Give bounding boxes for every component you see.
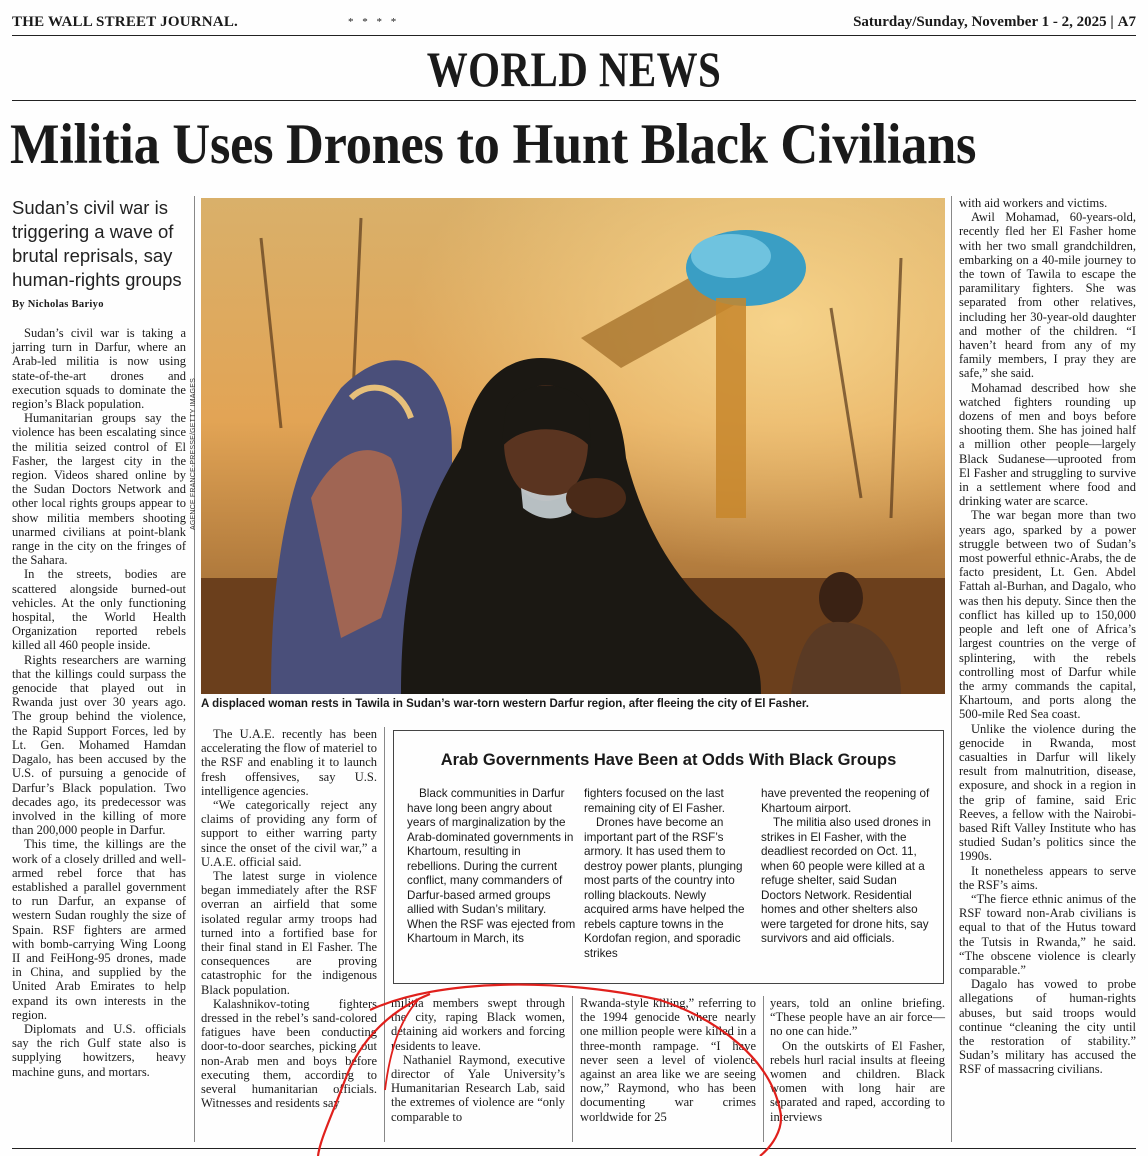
paragraph: Nathaniel Raymond, executive director of Yale University’s Humanitarian Research Lab, said the extremes of violence are “only comparable to: [391, 1052, 565, 1124]
article-photo: [201, 198, 945, 694]
paragraph: Rights researchers are warning that the killings could surpass the genocide that played out in Rwanda just over 30 years ago. The group behind the violence, the Rapid Support Forces, led by Lt. Gen. Mohamed Hamdan Dagalo, has been accused by the U.S. of pursuing a genocide of Darfur’s Black population. Two decades ago, its predecessor was involved in the killing of more than 200,000 people in Darfur.: [12, 652, 186, 838]
paragraph: Drones have become an important part of the RSF’s armory. It has used them to destroy power plants, plunging most parts of the country into rolling blackouts. Newly acquired arms have helped the rebels capture towns in the Kordofan region, and sporadic strikes: [584, 816, 745, 960]
article-headline: Militia Uses Drones to Hunt Black Civilians: [10, 113, 977, 176]
article-column-5: [770, 996, 945, 1124]
column-divider: [951, 196, 952, 1142]
paragraph: On the outskirts of El Fasher, rebels hurl racial insults at fleeing women and children. Black women with long hair are separated and raped, according to interviews: [770, 1038, 945, 1124]
column-divider: [763, 996, 764, 1142]
paragraph: “The fierce ethnic animus of the RSF toward non-Arab civilians is equal to that of the Hutus toward the Tutsis in Rwanda,” he said. “The obscene violence is clearly comparable.”: [959, 891, 1136, 977]
paragraph: Dagalo has vowed to probe allegations of human-rights abuses, but said troops would continue “cleaning the city until the restoration of stability.” Sudan’s military has accused the RSF of massacring civilians.: [959, 977, 1136, 1077]
paragraph: Kalashnikov-toting fighters dressed in the rebel’s sand-colored fatigues have been conducting door-to-door searches, picking out non-Arab men and boys before executing them, according to several humanitarian officials. Witnesses and residents say: [201, 996, 377, 1111]
paragraph: militia members swept through the city, raping Black women, detaining aid workers and forcing residents to leave.: [391, 996, 565, 1053]
article-dek: Sudan’s civil war is triggering a wave of brutal reprisals, say human-rights groups: [12, 197, 182, 290]
paragraph: This time, the killings are the work of a closely drilled and well-armed rebel force that has established a parallel government to run Darfur, an expanse of western Sudan roughly the size of Spain. RSF fighters are armed with bomb-carrying Wing Loong II and FeiHong-95 drones, made in China, and supplied by the United Arab Emirates to help expand its own interests in the region.: [12, 837, 186, 1022]
paragraph: The militia also used drones in strikes in El Fasher, with the deadliest recorded on Oct. 11, when 60 people were killed at a refuge shelter, said Sudan Doctors Network. Residential homes and other shelters also were targeted for drone hits, say survivors and aid officials.: [761, 816, 931, 945]
paragraph: “We categorically reject any claims of providing any form of support to either warring party since the onset of the civil war,” a U.A.E. official said.: [201, 798, 377, 869]
article-column-3: [391, 996, 565, 1124]
paragraph: fighters focused on the last remaining city of El Fasher.: [584, 787, 725, 815]
paragraph: Humanitarian groups say the violence has been escalating since the militia seized control of El Fasher, the largest city in the region. Videos shared online by the Sudan Doctors Network and other local rights groups appear to show militia members shooting unarmed civilians at point-blank range in the city on the fringes of the Sahara.: [12, 411, 186, 568]
sidebar-column-2: [584, 787, 754, 961]
column-divider: [572, 996, 573, 1142]
byline: By Nicholas Bariyo: [12, 299, 104, 310]
article-column-2: [201, 727, 377, 1110]
page-number-label: A7: [1117, 14, 1136, 30]
photo-caption: A displaced woman rests in Tawila in Sudan’s war-torn western Darfur region, after fleeing the city of El Fasher.: [201, 698, 809, 710]
sidebar-column-3: [761, 787, 931, 947]
paragraph: Mohamad described how she watched fighters rounding up dozens of men and boys before shooting them. She has joined half a million other people—largely Black Sudanese—uprooted from El Fasher and struggling to survive in a settlement where food and drinking water are scarce.: [959, 380, 1136, 509]
paragraph: Awil Mohamad, 60-years-old, recently fled her El Fasher home with her two small grandchildren, embarking on a 40-mile journey to the town of Tawila to escape the paramilitary fighters. She was separated from other relatives, including her 30-year-old daughter and mother of the children. “I haven’t heard from any of my family members, I pray they are safe,” she said.: [959, 210, 1136, 381]
paragraph: The U.A.E. recently has been accelerating the flow of materiel to the RSF and enabling it to launch fresh offensives, say U.S. intelligence agencies.: [201, 727, 377, 798]
paragraph: years, told an online briefing. “These people have an air force—no one can hide.”: [770, 996, 945, 1039]
paragraph: It nonetheless appears to serve the RSF’s aims.: [959, 863, 1136, 892]
page-bottom-rule: [12, 1148, 1136, 1149]
paragraph: The latest surge in violence began immediately after the RSF overran an airfield that some isolated regular army troops had turned into a fortified base for their final stand in El Fasher. The consequences are proving catastrophic for the indigenous Black population.: [201, 869, 377, 997]
edition-stars: * * * *: [348, 16, 400, 28]
displaced-woman-photo: [201, 198, 945, 694]
article-column-4: [580, 996, 756, 1124]
article-column-6: [959, 196, 1136, 1077]
paragraph: Black communities in Darfur have long been angry about years of marginalization by the Arab-dominated governments in Khartoum, resulting in rebellions. During the current conflict, many commanders of Darfur-based armed groups allied with Sudan’s military. When the RSF was ejected from Khartoum in March, its: [407, 787, 576, 945]
paragraph: Sudan’s civil war is taking a jarring turn in Darfur, where an Arab-led militia is now using state-of-the-art drones and execution squads to dominate the region’s Black population.: [12, 326, 186, 412]
paragraph: have prevented the reopening of Khartoum airport.: [761, 787, 930, 815]
newspaper-name: THE WALL STREET JOURNAL.: [12, 14, 238, 30]
sidebar-column-1: [407, 787, 577, 947]
column-divider: [384, 727, 385, 1142]
sidebar-title: Arab Governments Have Been at Odds With Black Groups: [440, 751, 897, 769]
photo-credit: AGENCE FRANCE-PRESSE/GETTY IMAGES: [190, 378, 197, 530]
paragraph: with aid workers and victims.: [959, 196, 1108, 210]
section-divider: [12, 100, 1136, 101]
section-title: WORLD NEWS: [426, 41, 722, 97]
masthead: [12, 12, 1136, 36]
article-column-1: [12, 326, 186, 1079]
sidebar-box: [393, 730, 944, 984]
column-divider: [194, 196, 195, 1142]
paragraph: Unlike the violence during the genocide in Rwanda, most casualties in Darfur will likely result from malnutrition, disease, exposure, and shock in a region in the grip of famine, said Eric Reeves, a fellow with the Nairobi-based Rift Valley Institute who has studied Sudan’s politics since the 1990s.: [959, 721, 1136, 864]
paragraph: Rwanda-style killing,” referring to the 1994 genocide where nearly one million people were killed in a three-month rampage. “I have never seen a level of violence against an area like we are seeing now,” Raymond, who has been documenting war crimes worldwide for 25: [580, 996, 756, 1124]
paragraph: Diplomats and U.S. officials say the rich Gulf state also is supplying howitzers, heavy machine guns, and mortars.: [12, 1021, 186, 1079]
issue-date: Saturday/Sunday, November 1 - 2, 2025 | A7: [853, 14, 1136, 30]
paragraph: The war began more than two years ago, sparked by a power struggle between two of Sudan’s most powerful ethnic-Arabs, the de facto president, Lt. Gen. Abdel Fattah al-Burhan, and Dagalo, who was then his deputy. Since then the conflict has killed up to 150,000 people and left one of Africa’s largest countries on the verge of splintering, with the rebels controlling most of Darfur while the army commands the capital, Khartoum, and ports along the 500-mile Red Sea coast.: [959, 508, 1136, 722]
paragraph: In the streets, bodies are scattered alongside burned-out vehicles. At the only functioning hospital, the World Health Organization reported rebels killed all 460 people inside.: [12, 567, 186, 653]
